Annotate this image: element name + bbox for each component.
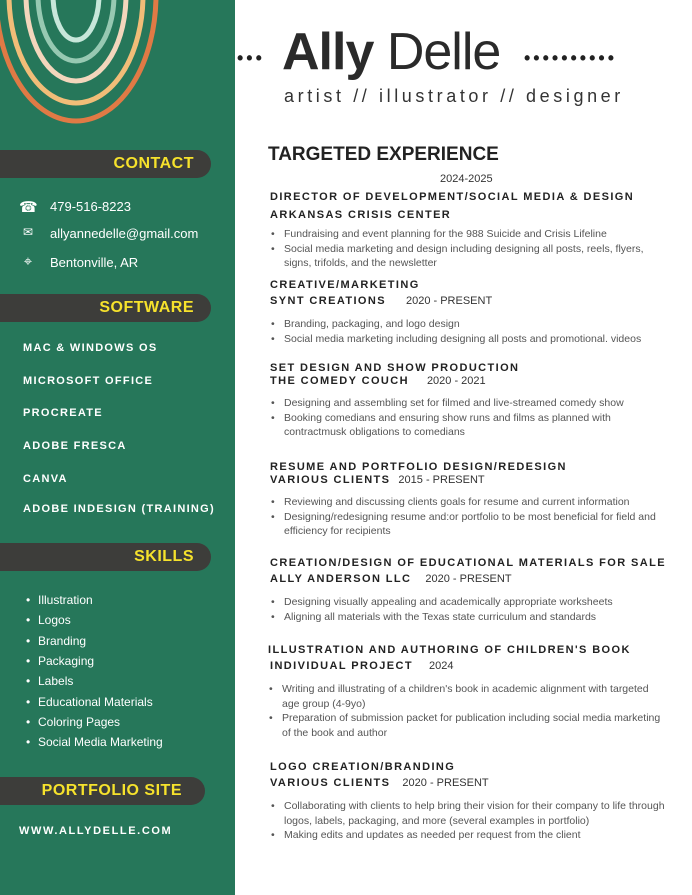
job-bullet: • Branding, packaging, and logo design	[270, 317, 670, 332]
skill-item: • Branding	[38, 634, 86, 648]
job-bullet: • Designing visually appealing and academically appropriate worksheets	[270, 595, 670, 610]
job-bullet: • Making edits and updates as needed per request from the client	[270, 828, 670, 843]
job-bullet: • Booking comedians and ensuring show runs and films as planned with contractmusk obligations to comedians	[270, 411, 670, 440]
tagline: artist // illustrator // designer	[284, 86, 624, 106]
job-date: 2024-2025	[440, 173, 493, 185]
job-bullet: • Designing and assembling set for filmed and live-streamed comedy show	[270, 396, 670, 411]
software-item: CANVA	[23, 473, 68, 485]
skill-item: • Educational Materials	[38, 695, 153, 709]
job-company: ARKANSAS CRISIS CENTER	[270, 209, 452, 221]
email-icon: ✉	[22, 225, 34, 239]
software-heading: SOFTWARE	[0, 294, 211, 322]
name-title	[282, 22, 500, 82]
job-company: INDIVIDUAL PROJECT	[270, 660, 413, 672]
job-title: CREATION/DESIGN OF EDUCATIONAL MATERIALS FOR SALE	[270, 557, 666, 569]
skill-item: • Coloring Pages	[38, 715, 120, 729]
job-entry	[270, 277, 670, 346]
job-company-line	[270, 293, 670, 309]
software-item: MICROSOFT OFFICE	[23, 375, 154, 387]
job-date: 2020 - PRESENT	[402, 777, 489, 789]
contact-heading: CONTACT	[0, 150, 211, 178]
job-company-line	[270, 375, 670, 388]
experience-heading: TARGETED EXPERIENCE	[268, 144, 499, 165]
software-item: PROCREATE	[23, 407, 103, 419]
job-title: DIRECTOR OF DEVELOPMENT/SOCIAL MEDIA & DESIGN	[270, 191, 635, 203]
job-bullet: • Writing and illustrating of a children's book in academic alignment with targeted age group (4-9yo)	[268, 682, 668, 711]
location-pin-icon: ⌖	[23, 253, 33, 270]
job-company: VARIOUS CLIENTS	[270, 474, 391, 486]
skills-heading: SKILLS	[0, 543, 211, 571]
skill-item: • Social Media Marketing	[38, 735, 163, 749]
email-address: allyannedelle@gmail.com	[50, 226, 199, 241]
job-company: ALLY ANDERSON LLC	[270, 573, 412, 585]
concentric-arcs-graphic	[0, 0, 235, 135]
job-company-line	[270, 775, 670, 791]
software-item: ADOBE FRESCA	[23, 440, 127, 452]
job-company-line	[270, 474, 670, 487]
job-bullet: • Fundraising and event planning for the 988 Suicide and Crisis Lifeline	[270, 227, 670, 242]
phone-number: 479-516-8223	[50, 199, 131, 214]
software-item: MAC & WINDOWS OS	[23, 342, 158, 354]
job-bullet: • Social media marketing and design including designing all posts, reels, flyers, signs, trifolds, and the newsletter	[270, 242, 670, 271]
phone-icon: ☎	[19, 199, 38, 216]
job-company-line	[270, 658, 668, 674]
job-title: CREATIVE/MARKETING	[270, 279, 420, 291]
job-title: SET DESIGN AND SHOW PRODUCTION	[270, 362, 520, 374]
portfolio-heading: PORTFOLIO SITE	[0, 777, 205, 805]
job-date: 2024	[428, 660, 454, 672]
job-bullet: • Aligning all materials with the Texas state curriculum and standards	[270, 610, 670, 625]
dots-left: •••	[237, 48, 265, 68]
job-title: LOGO CREATION/BRANDING	[270, 761, 456, 773]
job-date: 2020 - 2021	[426, 375, 486, 387]
job-entry	[268, 642, 668, 740]
sidebar	[0, 0, 235, 895]
job-company-line	[270, 571, 670, 587]
skill-item: • Packaging	[38, 654, 94, 668]
job-bullet: • Reviewing and discussing clients goals for resume and current information	[270, 495, 670, 510]
header	[235, 0, 692, 130]
dots-right: ••••••••••	[524, 48, 618, 68]
location: Bentonville, AR	[50, 255, 139, 270]
job-date: 2020 - PRESENT	[425, 573, 512, 585]
job-company: SYNT CREATIONS	[270, 295, 386, 307]
skill-item: • Illustration	[38, 593, 93, 607]
job-company: THE COMEDY COUCH	[270, 375, 409, 387]
job-entry	[270, 362, 670, 440]
job-date: 2015 - PRESENT	[398, 474, 485, 486]
job-entry	[270, 461, 670, 539]
job-title: RESUME AND PORTFOLIO DESIGN/REDESIGN	[270, 461, 567, 473]
software-item: ADOBE INDESIGN (TRAINING)	[23, 503, 215, 515]
job-entry	[270, 555, 670, 624]
skill-item: • Logos	[38, 613, 71, 627]
job-company: VARIOUS CLIENTS	[270, 777, 391, 789]
job-title: ILLUSTRATION AND AUTHORING OF CHILDREN'S BOOK	[268, 644, 631, 656]
job-bullet: • Designing/redesigning resume and:or portfolio to be most beneficial for field and efficiency for recipients	[270, 510, 670, 539]
job-entry	[270, 172, 670, 271]
last-name: Delle	[386, 23, 501, 81]
job-bullet: • Preparation of submission packet for publication including social media marketing of the book and author	[268, 711, 668, 740]
portfolio-url[interactable]: WWW.ALLYDELLE.COM	[19, 825, 173, 837]
job-bullet: • Social media marketing including designing all posts and promotional. videos	[270, 332, 670, 347]
job-bullet: • Collaborating with clients to help bring their vision for their company to life through logos, labels, packaging, and more (several examples in portfolio)	[270, 799, 670, 828]
skill-item: • Labels	[38, 674, 73, 688]
first-name: Ally	[282, 23, 374, 81]
job-entry	[270, 759, 670, 843]
job-date: 2020 - PRESENT	[405, 295, 493, 307]
